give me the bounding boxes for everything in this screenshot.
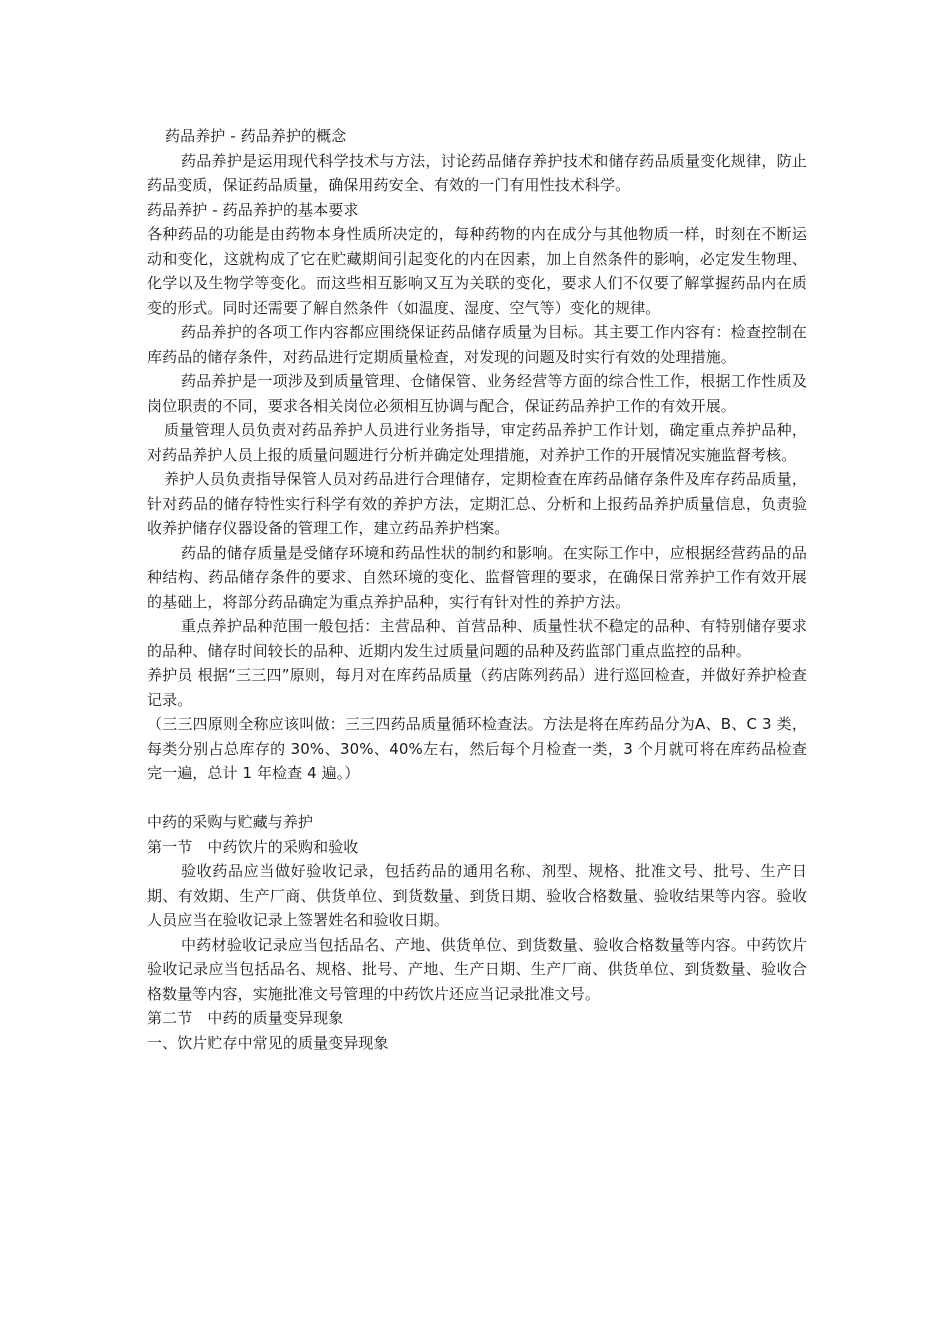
paragraph: 中药材验收记录应当包括品名、产地、供货单位、到货数量、验收合格数量等内容。中药饮片验收记录应当包括品名、规格、批号、产地、生产日期、生产厂商、供货单位、到货数量、验收合格数量等内容，实施批准文号管理的中药饮片还应当记录批准文号。 [147,935,807,1003]
section-heading: 药品养护 - 药品养护的概念 [165,127,347,145]
paragraph: 药品养护是运用现代科学技术与方法，讨论药品储存养护技术和储存药品质量变化规律，防止药品变质，保证药品质量，确保用药安全、有效的一门有用性技术科学。 [147,151,807,194]
paragraph: 验收药品应当做好验收记录，包括药品的通用名称、剂型、规格、批准文号、批号、生产日期、有效期、生产厂商、供货单位、到货数量、到货日期、验收合格数量、验收结果等内容。验收人员应当在验收记录上签署姓名和验收日期。 [147,862,807,929]
paragraph: 质量管理人员负责对药品养护人员进行业务指导，审定药品养护工作计划，确定重点养护品种，对药品养护人员上报的质量问题进行分析并确定处理措施，对养护工作的开展情况实施监督考核。 [147,421,807,464]
subsection-heading: 一、饮片贮存中常见的质量变异现象 [147,1033,389,1052]
paragraph: 药品的储存质量是受储存环境和药品性状的制约和影响。在实际工作中，应根据经营药品的品种结构、药品储存条件的要求、自然环境的变化、监督管理的要求，在确保日常养护工作有效开展的基础上，将部分药品确定为重点养护品种，实行有针对性的养护方法。 [147,543,807,611]
paragraph: 养护员 根据“三三四”原则，每月对在库药品质量（药店陈列药品）进行巡回检查，并做好养护检查记录。 [147,666,807,709]
paragraph: 各种药品的功能是由药物本身性质所决定的，每种药物的内在成分与其他物质一样，时刻在不断运动和变化，这就构成了它在贮藏期间引起变化的内在因素，加上自然条件的影响，必定发生物理、化学以及生物学等变化。而这些相互影响又互为关联的变化，要求人们不仅要了解掌握药品内在质变的形式。同时还需要了解自然条件（如温度、湿度、空气等）变化的规律。 [147,225,807,317]
document-body [147,124,807,1055]
blank-line [147,786,807,811]
chapter-heading: 中药的采购与贮藏与养护 [147,813,314,831]
paragraph-note: （三三四原则全称应该叫做：三三四药品质量循环检查法。方法是将在库药品分为A、B、C 3 类，每类分别占总库存的 30%、30%、40%左右，然后每个月检查一类，3 个月就可将在库药品检查完一遍，总计 1 年检查 4 遍。） [147,715,807,782]
section-heading: 药品养护 - 药品养护的基本要求 [147,200,359,219]
section-heading: 第一节 中药饮片的采购和验收 [147,837,359,856]
section-heading: 第二节 中药的质量变异现象 [147,1009,344,1027]
paragraph: 养护人员负责指导保管人员对药品进行合理储存，定期检查在库药品储存条件及库存药品质量，针对药品的储存特性实行科学有效的养护方法，定期汇总、分析和上报药品养护质量信息，负责验收养护储存仪器设备的管理工作，建立药品养护档案。 [147,470,807,537]
paragraph: 药品养护的各项工作内容都应围绕保证药品储存质量为目标。其主要工作内容有：检查控制在库药品的储存条件，对药品进行定期质量检查，对发现的问题及时实行有效的处理措施。 [147,323,807,366]
paragraph: 重点养护品种范围一般包括：主营品种、首营品种、质量性状不稳定的品种、有特别储存要求的品种、储存时间较长的品种、近期内发生过质量问题的品种及药监部门重点监控的品种。 [147,617,807,660]
paragraph: 药品养护是一项涉及到质量管理、仓储保管、业务经营等方面的综合性工作，根据工作性质及岗位职责的不同，要求各相关岗位必须相互协调与配合，保证药品养护工作的有效开展。 [147,372,807,415]
